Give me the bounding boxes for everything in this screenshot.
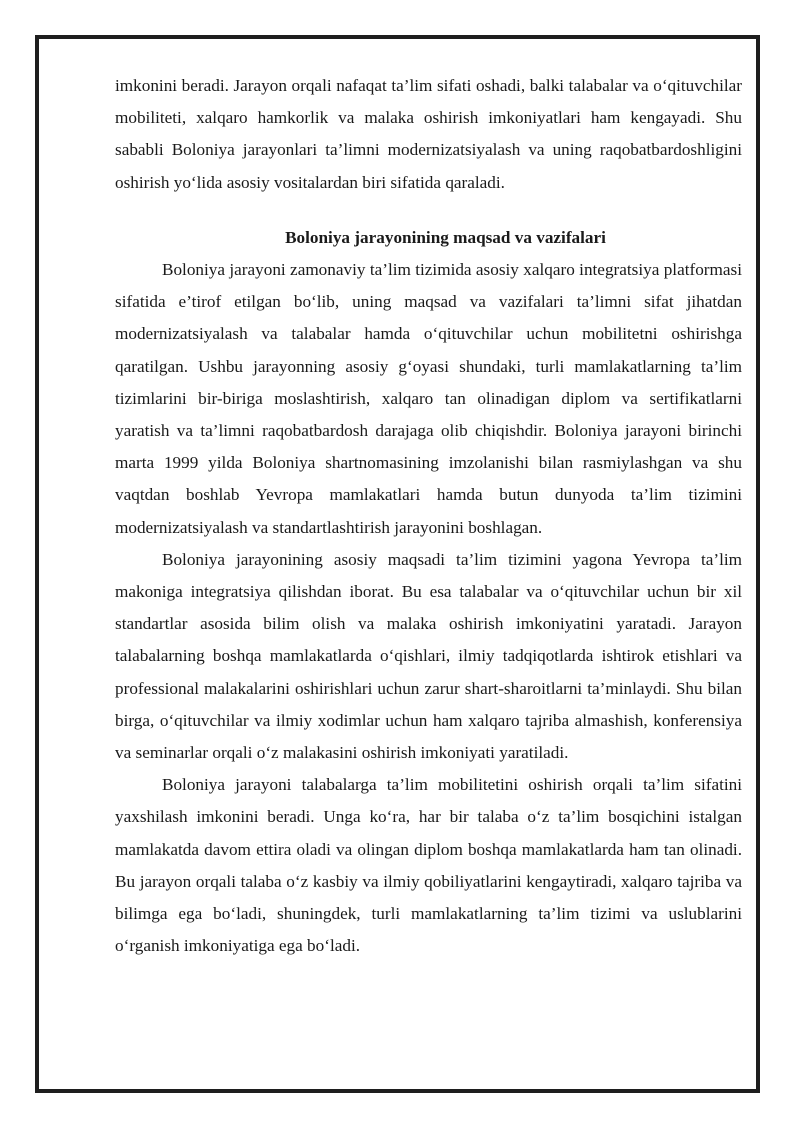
document-body (115, 70, 742, 962)
body-paragraph: Boloniya jarayoni zamonaviy ta’lim tizimida asosiy xalqaro integratsiya platformasi sifatida e’tirof etilgan bo‘lib, uning maqsad va vazifalari ta’limni sifat jihatdan modernizatsiyalash va talabalar hamda o‘qituvchilar uchun mobilitetni oshirishga qaratilgan. Ushbu jarayonning asosiy g‘oyasi shundaki, turli mamlakatlarning ta’lim tizimlarini bir-biriga moslashtirish, xalqaro tan olinadigan diplom va sertifikatlarni yaratish va ta’limni raqobatbardosh darajaga olib chiqishdir. Boloniya jarayoni birinchi marta 1999 yilda Boloniya shartnomasining imzolanishi bilan rasmiylashgan va shu vaqtdan boshlab Yevropa mamlakatlari hamda butun dunyoda ta’lim tizimini modernizatsiyalash va standartlashtirish jarayonini boshlagan. (115, 260, 742, 537)
body-paragraph: Boloniya jarayonining asosiy maqsadi ta’lim tizimini yagona Yevropa ta’lim makoniga integratsiya qilishdan iborat. Bu esa talabalar va o‘qituvchilar uchun bir xil standartlar asosida bilim olish va malaka oshirish imkoniyatini yaratadi. Jarayon talabalarning boshqa mamlakatlarda o‘qishlari, ilmiy tadqiqotlarda ishtirok etishlari va professional malakalarini oshirishlari uchun zarur shart-sharoitlarni ta’minlaydi. Shu bilan birga, o‘qituvchilar va ilmiy xodimlar uchun ham xalqaro tajriba almashish, konferensiya va seminarlar orqali o‘z malakasini oshirish imkoniyati yaratiladi. (115, 549, 742, 763)
section-heading: Boloniya jarayonining maqsad va vazifalari (285, 227, 606, 247)
body-paragraph: Boloniya jarayoni talabalarga ta’lim mobilitetini oshirish orqali ta’lim sifatini yaxshilash imkonini beradi. Unga ko‘ra, har bir talaba o‘z ta’lim bosqichini istalgan mamlakatda davom ettira oladi va olingan diplom boshqa mamlakatlarda ham tan olinadi. Bu jarayon orqali talaba o‘z kasbiy va ilmiy qobiliyatlarini kengaytiradi, xalqaro tajriba va bilimga ega bo‘ladi, shuningdek, turli mamlakatlarning ta’lim tizimi va uslublarini o‘rganish imkoniyatiga ega bo‘ladi. (115, 775, 742, 956)
intro-paragraph: imkonini beradi. Jarayon orqali nafaqat ta’lim sifati oshadi, balki talabalar va o‘qituvchilar mobiliteti, xalqaro hamkorlik va malaka oshirish imkoniyatlari ham kengayadi. Shu sababli Boloniya jarayonlari ta’limni modernizatsiyalash va uning raqobatbardoshligini oshirish yo‘lida asosiy vositalardan biri sifatida qaraladi. (115, 76, 742, 192)
